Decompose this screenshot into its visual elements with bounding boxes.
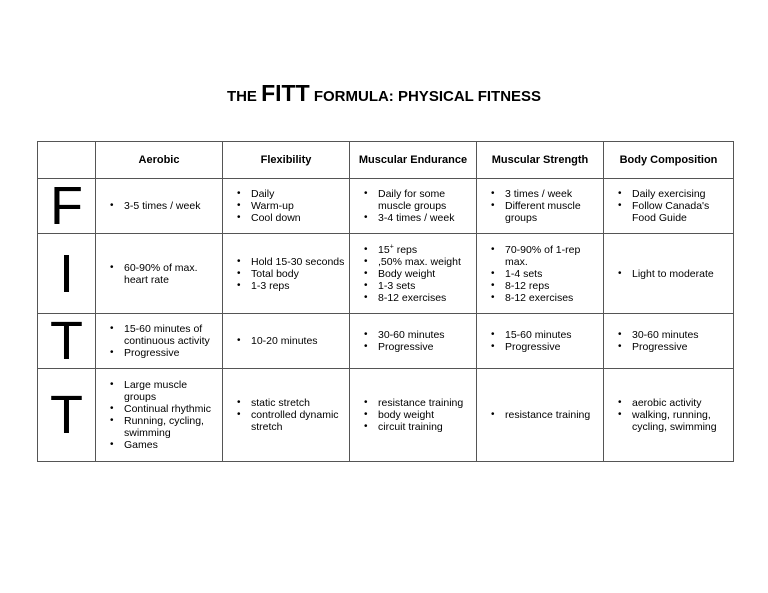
- list-item: • Total body: [237, 268, 345, 280]
- bullet-list: [110, 262, 218, 286]
- header-row: [38, 142, 734, 179]
- list-item: • Warm-up: [237, 200, 345, 212]
- list-item: • 30-60 minutes: [618, 329, 729, 341]
- cell-flexibility: [223, 179, 350, 234]
- table-row: [38, 369, 734, 462]
- header-blank: [38, 142, 96, 179]
- bullet-list: [618, 397, 729, 433]
- list-item: • body weight: [364, 409, 472, 421]
- list-item: • resistance training: [491, 409, 599, 421]
- bullet-list: [237, 188, 345, 224]
- header-aerobic: Aerobic: [96, 142, 223, 179]
- bullet-list: [618, 329, 729, 353]
- bullet-list: [110, 379, 218, 451]
- list-item: • Light to moderate: [618, 268, 729, 280]
- fitt-table: [37, 141, 734, 462]
- cell-body-composition: [604, 314, 734, 369]
- list-item: • Progressive: [491, 341, 599, 353]
- cell-body-composition: [604, 369, 734, 462]
- cell-aerobic: [96, 314, 223, 369]
- list-item: • resistance training: [364, 397, 472, 409]
- cell-muscular-strength: [477, 234, 604, 314]
- list-item: • Hold 15-30 seconds: [237, 256, 345, 268]
- list-item: • ,50% max. weight: [364, 256, 472, 268]
- cell-aerobic: [96, 369, 223, 462]
- cell-muscular-endurance: [350, 234, 477, 314]
- list-item: • 8-12 reps: [491, 280, 599, 292]
- list-item: • Large muscle groups: [110, 379, 218, 403]
- title-highlight: FITT: [261, 80, 310, 106]
- list-item: • Different muscle groups: [491, 200, 599, 224]
- cell-muscular-endurance: [350, 369, 477, 462]
- list-item: • 15-60 minutes: [491, 329, 599, 341]
- list-item: • 15-60 minutes of continuous activity: [110, 323, 218, 347]
- list-item: • Cool down: [237, 212, 345, 224]
- title-suffix: FORMULA: PHYSICAL FITNESS: [309, 88, 542, 105]
- list-item: • Daily: [237, 188, 345, 200]
- list-item: • 70-90% of 1-rep max.: [491, 244, 599, 268]
- list-item: • Progressive: [618, 341, 729, 353]
- table-row: [38, 234, 734, 314]
- bullet-list: [237, 397, 345, 433]
- list-item: • 60-90% of max. heart rate: [110, 262, 218, 286]
- list-item: • 1-3 sets: [364, 280, 472, 292]
- list-item: • static stretch: [237, 397, 345, 409]
- list-item: • Daily exercising: [618, 188, 729, 200]
- header-body-composition: Body Composition: [604, 142, 734, 179]
- bullet-list: [491, 188, 599, 224]
- header-muscular-endurance: Muscular Endurance: [350, 142, 477, 179]
- bullet-list: [364, 329, 472, 353]
- bullet-list: [364, 397, 472, 433]
- bullet-list: [491, 244, 599, 304]
- list-item: • walking, running, cycling, swimming: [618, 409, 729, 433]
- bullet-list: [491, 409, 599, 421]
- list-item: • Body weight: [364, 268, 472, 280]
- header-flexibility: Flexibility: [223, 142, 350, 179]
- list-item: • aerobic activity: [618, 397, 729, 409]
- list-item: • Progressive: [364, 341, 472, 353]
- list-item: • 10-20 minutes: [237, 335, 345, 347]
- list-item: • 3-5 times / week: [110, 200, 218, 212]
- bullet-list: [110, 323, 218, 359]
- list-item: • Daily for some muscle groups: [364, 188, 472, 212]
- bullet-list: [364, 244, 472, 304]
- list-item: • 1-3 reps: [237, 280, 345, 292]
- cell-flexibility: [223, 314, 350, 369]
- list-item: • Follow Canada's Food Guide: [618, 200, 729, 224]
- cell-flexibility: [223, 234, 350, 314]
- cell-body-composition: [604, 234, 734, 314]
- row-letter: T: [38, 314, 96, 369]
- bullet-list: [237, 256, 345, 292]
- title-prefix: THE: [226, 88, 262, 105]
- list-item: • Progressive: [110, 347, 218, 359]
- cell-muscular-strength: [477, 369, 604, 462]
- row-letter: F: [38, 179, 96, 234]
- header-muscular-strength: Muscular Strength: [477, 142, 604, 179]
- cell-body-composition: [604, 179, 734, 234]
- bullet-list: [618, 188, 729, 224]
- list-item: • 3-4 times / week: [364, 212, 472, 224]
- row-letter: I: [38, 234, 96, 314]
- bullet-list: [491, 329, 599, 353]
- bullet-list: [364, 188, 472, 224]
- bullet-list: [237, 335, 345, 347]
- row-letter: T: [38, 369, 96, 462]
- cell-muscular-strength: [477, 179, 604, 234]
- list-item: • controlled dynamic stretch: [237, 409, 345, 433]
- bullet-list: [618, 268, 729, 280]
- cell-muscular-endurance: [350, 179, 477, 234]
- list-item: • Continual rhythmic: [110, 403, 218, 415]
- cell-muscular-endurance: [350, 314, 477, 369]
- table-row: [38, 314, 734, 369]
- cell-aerobic: [96, 179, 223, 234]
- cell-flexibility: [223, 369, 350, 462]
- table-row: [38, 179, 734, 234]
- list-item: • 30-60 minutes: [364, 329, 472, 341]
- list-item: • Running, cycling, swimming: [110, 415, 218, 439]
- cell-muscular-strength: [477, 314, 604, 369]
- list-item: • 3 times / week: [491, 188, 599, 200]
- bullet-list: [110, 200, 218, 212]
- cell-aerobic: [96, 234, 223, 314]
- list-item: • 8-12 exercises: [491, 292, 599, 304]
- page-title: [0, 80, 768, 107]
- list-item: • 15+ reps: [364, 244, 472, 256]
- list-item: • circuit training: [364, 421, 472, 433]
- list-item: • 1-4 sets: [491, 268, 599, 280]
- list-item: • Games: [110, 439, 218, 451]
- list-item: • 8-12 exercises: [364, 292, 472, 304]
